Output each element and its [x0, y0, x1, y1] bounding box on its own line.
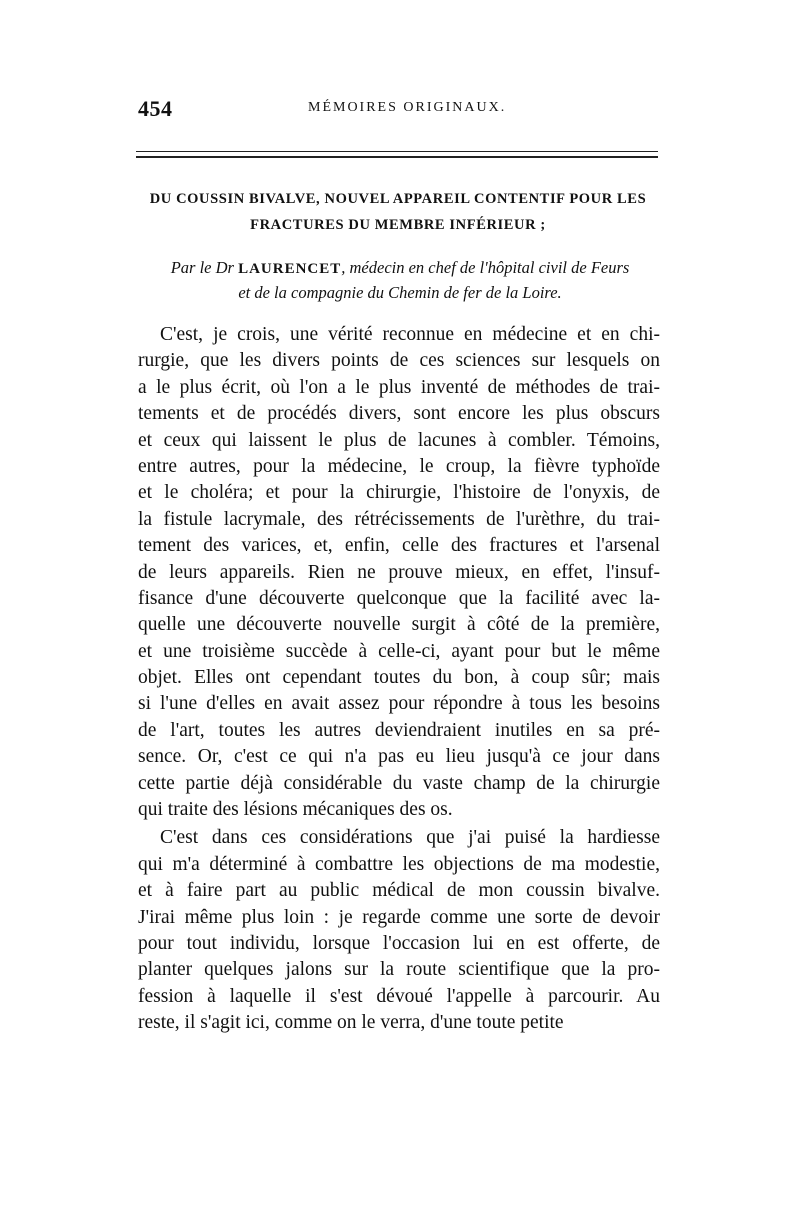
text-line: a le plus écrit, où l'on a le plus inventé de méthodes de trai-	[138, 376, 660, 398]
title-line: FRACTURES DU MEMBRE INFÉRIEUR ;	[250, 217, 546, 233]
paragraph	[138, 322, 660, 823]
text-line: qui traite des lésions mécaniques des os.	[138, 799, 453, 821]
byline	[140, 256, 660, 305]
text-line: entre autres, pour la médecine, le croup, la fièvre typhoïde	[138, 455, 660, 477]
text-line: fisance d'une découverte quelconque que la facilité avec la-	[138, 587, 660, 609]
text-line: planter quelques jalons sur la route scientifique que la pro-	[138, 959, 660, 981]
text-line: et une troisième succède à celle-ci, ayant pour but le même	[138, 640, 660, 662]
text-line: sence. Or, c'est ce qui n'a pas eu lieu jusqu'à ce jour dans	[138, 746, 660, 768]
text-line: et ceux qui laissent le plus de lacunes à combler. Témoins,	[138, 429, 660, 451]
article-body	[138, 322, 660, 1037]
text-line: la fistule lacrymale, des rétrécissements de l'urèthre, du trai-	[138, 508, 660, 530]
byline-line	[140, 256, 660, 281]
text-line: de l'art, toutes les autres deviendraient inutiles en sa pré-	[138, 719, 660, 741]
page-number: 454	[138, 96, 173, 121]
text-line: C'est, je crois, une vérité reconnue en médecine et en chi-	[160, 324, 660, 345]
paragraph	[138, 825, 660, 1036]
text-line: objet. Elles ont cependant toutes du bon, à coup sûr; mais	[138, 667, 660, 689]
byline-affiliation: , médecin en chef de l'hôpital civil de Feurs	[341, 258, 630, 277]
text-line: J'irai même plus loin : je regarde comme une sorte de devoir	[138, 906, 660, 928]
page-header	[138, 96, 658, 126]
text-line: et à faire part au public médical de mon coussin bivalve.	[138, 880, 660, 902]
text-line: cette partie déjà considérable du vaste champ de la chirurgie	[138, 772, 660, 794]
text-line: tement des varices, et, enfin, celle des fractures et l'arsenal	[138, 535, 660, 557]
running-head: MÉMOIRES ORIGINAUX.	[308, 100, 507, 115]
byline-line: et de la compagnie du Chemin de fer de la Loire.	[238, 283, 562, 302]
author-name: LAURENCET	[238, 261, 342, 277]
text-line: tements et de procédés divers, sont encore les plus obscurs	[138, 403, 660, 425]
text-line: quelle une découverte nouvelle surgit à côté de la première,	[138, 614, 660, 636]
text-line: qui m'a déterminé à combattre les objections de ma modestie,	[138, 853, 660, 875]
text-line: si l'une d'elles en avait assez pour répondre à tous les besoins	[138, 693, 660, 715]
text-line: C'est dans ces considérations que j'ai puisé la hardiesse	[160, 827, 660, 849]
title-line: DU COUSSIN BIVALVE, NOUVEL APPAREIL CONTENTIF POUR LES	[149, 191, 647, 207]
text-line: fession à laquelle il s'est dévoué l'appelle à parcourir. Au	[138, 985, 660, 1007]
text-line: pour tout individu, lorsque l'occasion lui en est offerte, de	[138, 932, 660, 954]
byline-prefix: Par le Dr	[170, 258, 239, 277]
text-line: de leurs appareils. Rien ne prouve mieux, en effet, l'insuf-	[138, 561, 660, 583]
header-rule	[136, 151, 658, 152]
article-title	[138, 186, 658, 238]
text-line: et le choléra; et pour la chirurgie, l'histoire de l'onyxis, de	[138, 482, 660, 504]
text-line: rurgie, que les divers points de ces sciences sur lesquels on	[138, 350, 660, 372]
text-line: reste, il s'agit ici, comme on le verra, d'une toute petite	[138, 1012, 564, 1034]
header-rule-double	[136, 156, 658, 158]
